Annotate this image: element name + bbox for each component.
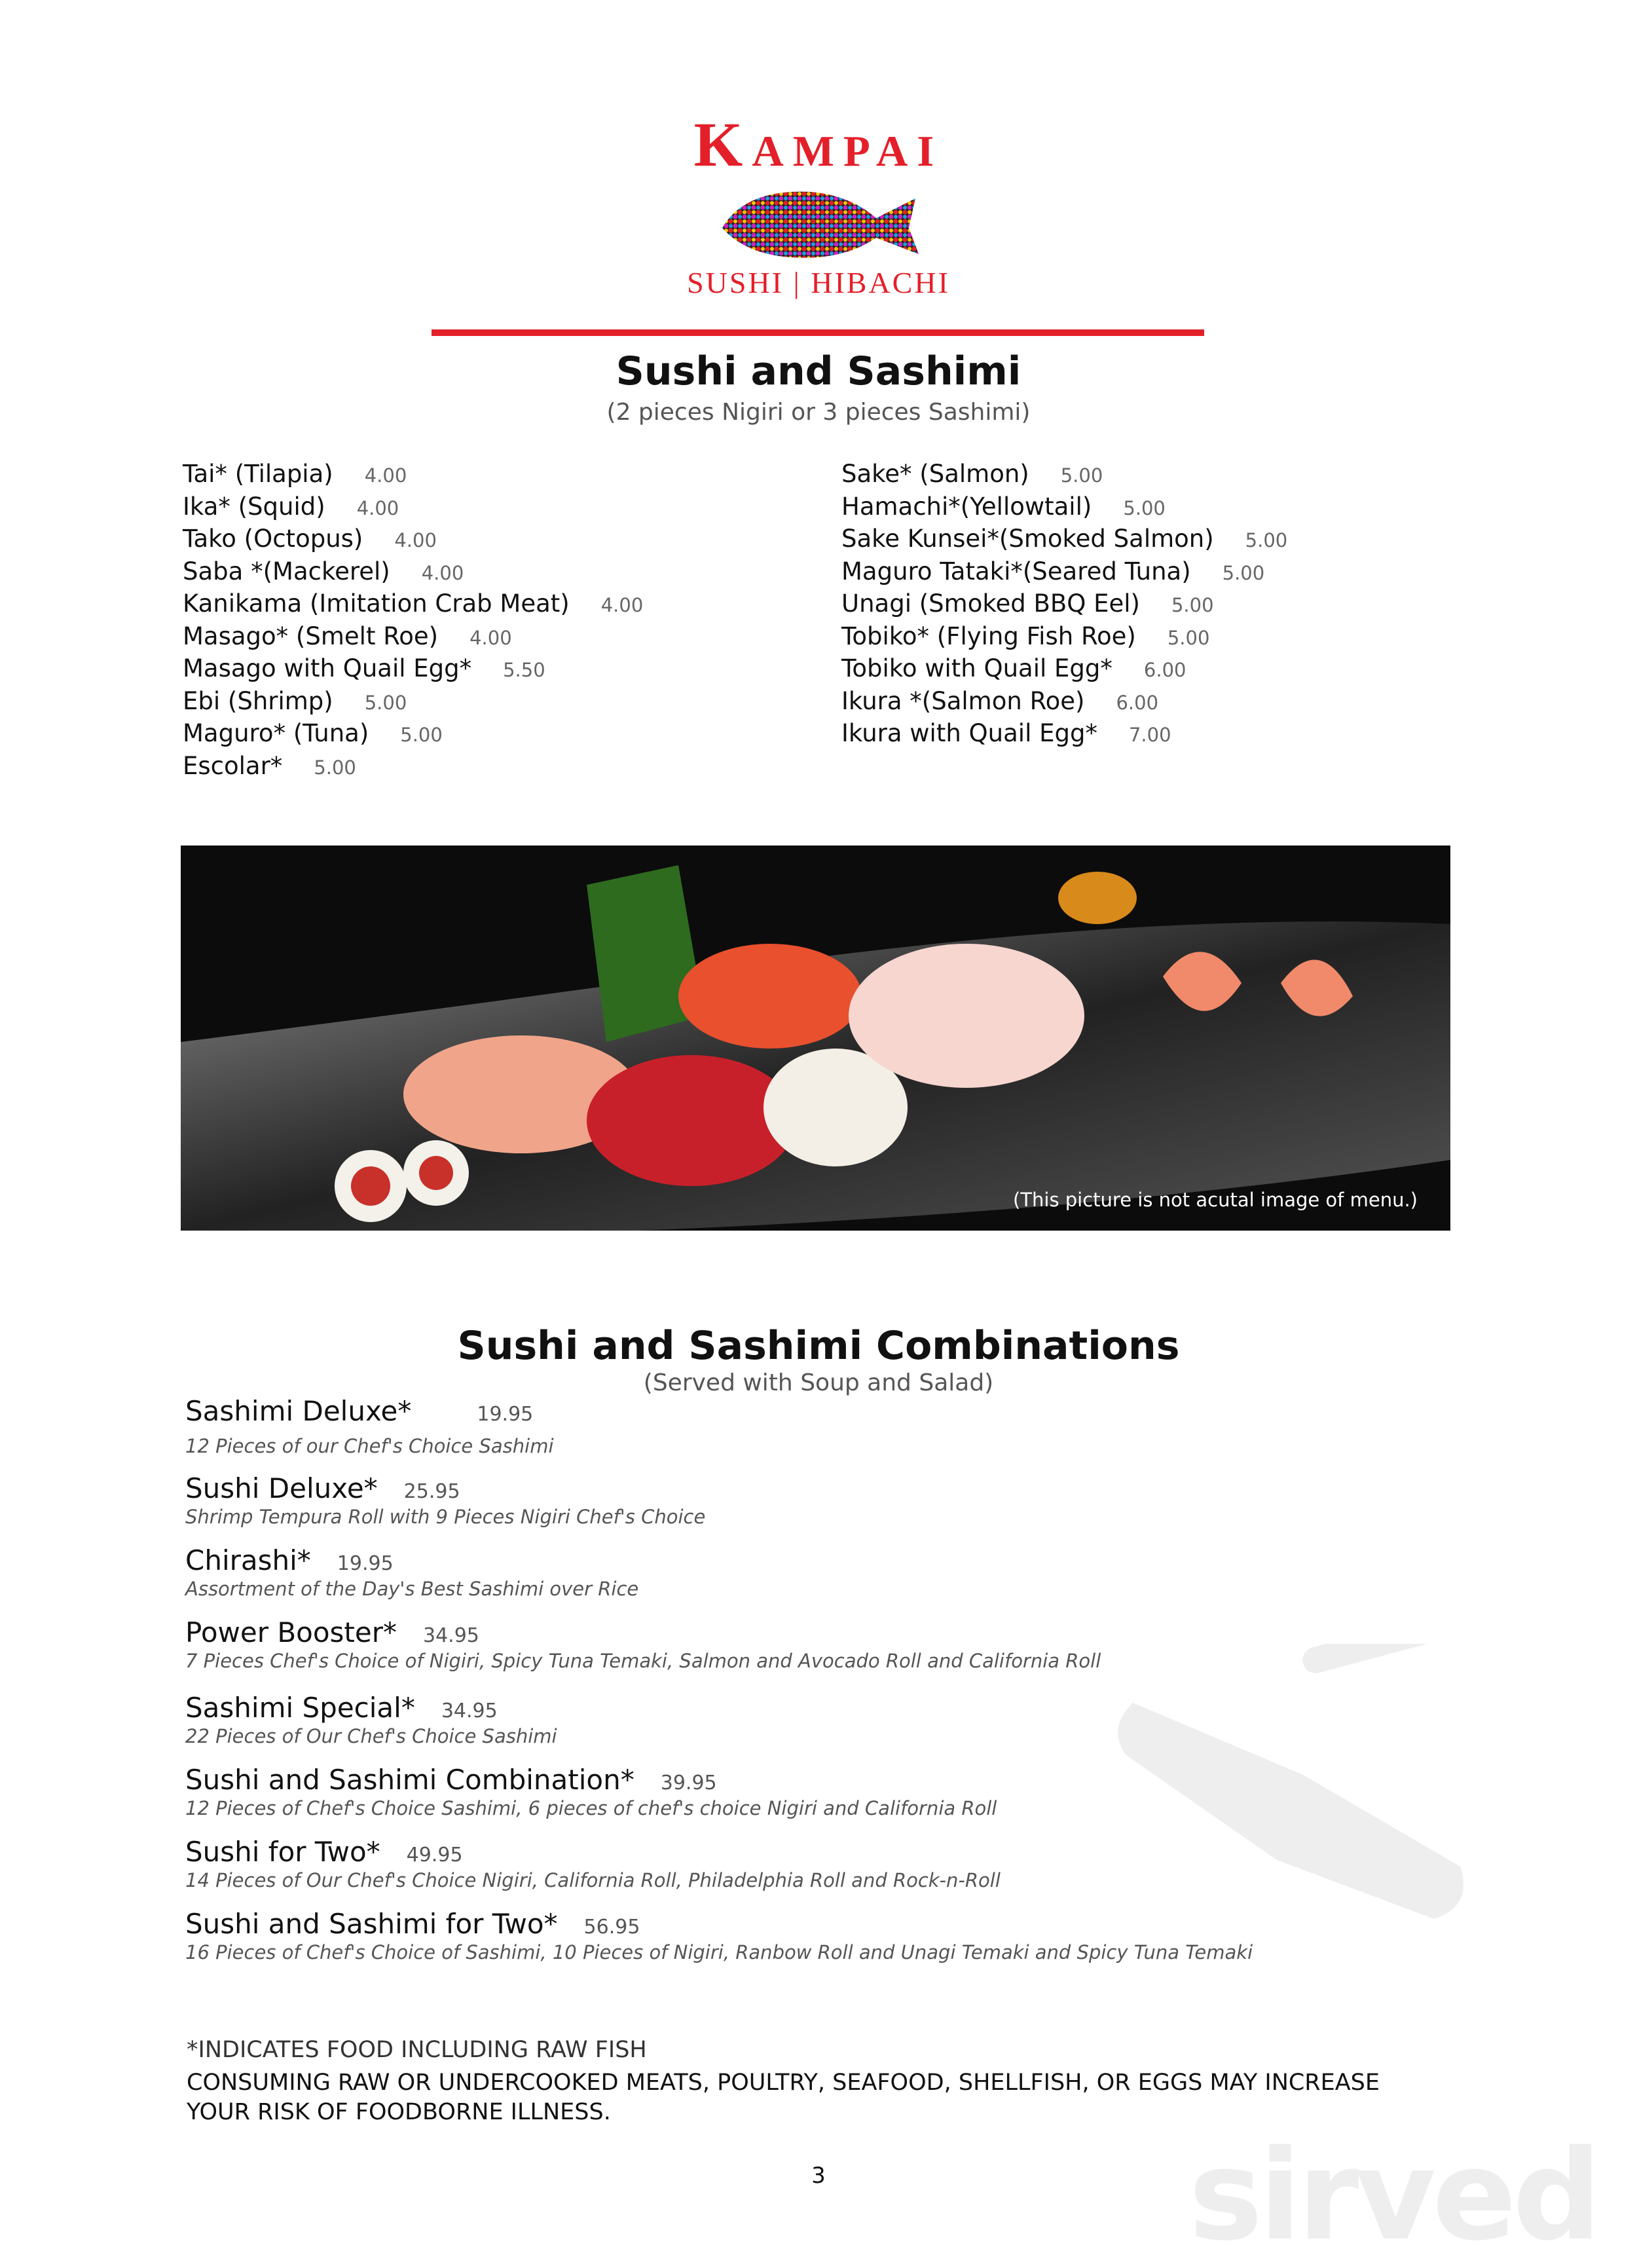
item-name: Tako (Octopus) — [183, 525, 363, 553]
menu-item — [841, 622, 1287, 655]
item-price: 5.00 — [364, 691, 407, 714]
item-price: 4.00 — [364, 464, 407, 487]
item-price: 4.00 — [394, 529, 437, 551]
item-description: 7 Pieces Chef's Choice of Nigiri, Spicy Tuna Temaki, Salmon and Avocado Roll and California Roll — [185, 1650, 1101, 1672]
menu-item — [841, 687, 1287, 720]
health-warning-2: YOUR RISK OF FOODBORNE ILLNESS. — [187, 2099, 611, 2125]
item-name: Sashimi Deluxe* — [185, 1395, 412, 1427]
item-price: 5.00 — [1171, 594, 1214, 616]
item-name: Ikura with Quail Egg* — [841, 719, 1097, 747]
item-price: 39.95 — [660, 1772, 717, 1794]
item-description: 12 Pieces of Chef's Choice Sashimi, 6 pieces of chef's choice Nigiri and California Roll — [185, 1797, 997, 1819]
menu-item — [841, 654, 1287, 687]
item-name: Sushi Deluxe* — [185, 1472, 378, 1504]
item-price: 4.00 — [421, 561, 464, 584]
item-name: Sushi and Sashimi for Two* — [185, 1908, 558, 1940]
item-name: Maguro* (Tuna) — [183, 719, 369, 747]
menu-item — [183, 752, 643, 785]
item-name: Maguro Tataki*(Seared Tuna) — [841, 557, 1191, 586]
menu-list-left — [183, 460, 643, 784]
section-subtitle: (2 pieces Nigiri or 3 pieces Sashimi) — [606, 399, 1031, 426]
item-name: Masago* (Smelt Roe) — [183, 622, 439, 650]
item-name: Ikura *(Salmon Roe) — [841, 686, 1085, 715]
item-price: 5.00 — [1167, 626, 1210, 649]
sashimi-platter-image — [181, 846, 1450, 1231]
item-name: Kanikama (Imitation Crab Meat) — [183, 589, 570, 618]
item-price: 6.00 — [1143, 659, 1186, 681]
item-price: 5.00 — [1060, 464, 1103, 487]
item-price: 5.00 — [1123, 496, 1166, 519]
watermark: sirved — [1188, 2123, 1598, 2268]
menu-item — [841, 719, 1287, 752]
menu-item — [841, 589, 1287, 622]
health-warning: CONSUMING RAW OR UNDERCOOKED MEATS, POULTRY, SEAFOOD, SHELLFISH, OR EGGS MAY INCREASE — [187, 2070, 1380, 2096]
raw-fish-note: *INDICATES FOOD INCLUDING RAW FISH — [187, 2037, 647, 2063]
item-price: 5.00 — [314, 756, 356, 779]
menu-item — [183, 719, 643, 752]
menu-list-right — [841, 460, 1287, 752]
section-title: Sushi and Sashimi Combinations — [457, 1323, 1180, 1369]
tagline: SUSHI | HIBACHI — [687, 266, 950, 299]
item-name: Sushi and Sashimi Combination* — [185, 1764, 635, 1796]
item-name: Sushi for Two* — [185, 1836, 380, 1868]
combo-item — [185, 1836, 1001, 1891]
fish-logo-icon — [719, 182, 922, 264]
item-price: 4.00 — [600, 594, 644, 616]
item-price: 34.95 — [441, 1700, 498, 1722]
item-name: Power Booster* — [185, 1616, 397, 1648]
item-price: 5.00 — [400, 724, 443, 746]
item-name: Masago with Quail Egg* — [183, 654, 472, 682]
item-price: 25.95 — [403, 1480, 460, 1503]
item-price: 4.00 — [356, 496, 399, 519]
item-price: 5.00 — [1222, 561, 1265, 584]
menu-item — [841, 525, 1287, 557]
combo-item — [185, 1395, 554, 1457]
item-name: Chirashi* — [185, 1544, 311, 1576]
item-price: 7.00 — [1128, 724, 1171, 746]
item-price: 19.95 — [477, 1403, 534, 1426]
item-name: Sake Kunsei*(Smoked Salmon) — [841, 525, 1214, 553]
item-name: Sashimi Special* — [185, 1692, 415, 1724]
item-price: 19.95 — [337, 1552, 394, 1575]
item-price: 56.95 — [583, 1916, 640, 1939]
divider — [432, 329, 1204, 336]
menu-item — [841, 493, 1287, 525]
item-price: 5.00 — [1245, 529, 1288, 551]
item-price: 49.95 — [406, 1844, 463, 1867]
menu-item — [183, 622, 643, 655]
menu-item — [183, 493, 643, 525]
item-price: 6.00 — [1116, 691, 1159, 714]
section-subtitle: (Served with Soup and Salad) — [643, 1369, 994, 1396]
combo-item — [185, 1472, 705, 1528]
item-name: Sake* (Salmon) — [841, 460, 1029, 488]
item-description: 14 Pieces of Our Chef's Choice Nigiri, California Roll, Philadelphia Roll and Rock-n-Roll — [185, 1869, 1001, 1891]
item-name: Hamachi*(Yellowtail) — [841, 492, 1092, 521]
menu-item — [183, 654, 643, 687]
combo-item — [185, 1544, 638, 1600]
combo-item — [185, 1764, 997, 1819]
item-description: 16 Pieces of Chef's Choice of Sashimi, 10 Pieces of Nigiri, Ranbow Roll and Unagi Temaki and Spicy Tuna Temaki — [185, 1941, 1253, 1963]
item-price: 5.50 — [503, 659, 545, 681]
item-description: Assortment of the Day's Best Sashimi over Rice — [185, 1578, 639, 1600]
item-description: 22 Pieces of Our Chef's Choice Sashimi — [185, 1725, 557, 1747]
item-name: Tobiko* (Flying Fish Roe) — [841, 622, 1136, 650]
photo-caption: (This picture is not acutal image of menu.) — [1012, 1189, 1418, 1211]
item-name: Escolar* — [183, 751, 283, 780]
item-description: Shrimp Tempura Roll with 9 Pieces Nigiri Chef's Choice — [185, 1506, 706, 1528]
item-name: Tai* (Tilapia) — [183, 460, 333, 488]
item-name: Ebi (Shrimp) — [183, 686, 333, 715]
combo-item — [185, 1908, 1253, 1963]
item-price: 4.00 — [469, 626, 512, 649]
sashimi-photo — [181, 846, 1450, 1231]
section-title: Sushi and Sashimi — [616, 348, 1021, 394]
item-price: 34.95 — [423, 1624, 479, 1647]
menu-item — [183, 460, 643, 493]
item-name: Tobiko with Quail Egg* — [841, 654, 1113, 682]
item-name: Ika* (Squid) — [183, 492, 325, 521]
menu-item — [183, 557, 643, 590]
fork-knife-watermark-icon — [1107, 1644, 1486, 1945]
combo-item — [185, 1616, 1101, 1672]
combo-item — [185, 1692, 557, 1747]
menu-item — [183, 525, 643, 557]
menu-item — [183, 589, 643, 622]
brand-logo-text: Kampai — [693, 109, 944, 179]
menu-item — [183, 687, 643, 720]
menu-item — [841, 460, 1287, 493]
menu-item — [841, 557, 1287, 590]
item-description: 12 Pieces of our Chef's Choice Sashimi — [185, 1435, 554, 1457]
page-number: 3 — [811, 2163, 826, 2189]
item-name: Saba *(Mackerel) — [183, 557, 390, 586]
item-name: Unagi (Smoked BBQ Eel) — [841, 589, 1140, 618]
